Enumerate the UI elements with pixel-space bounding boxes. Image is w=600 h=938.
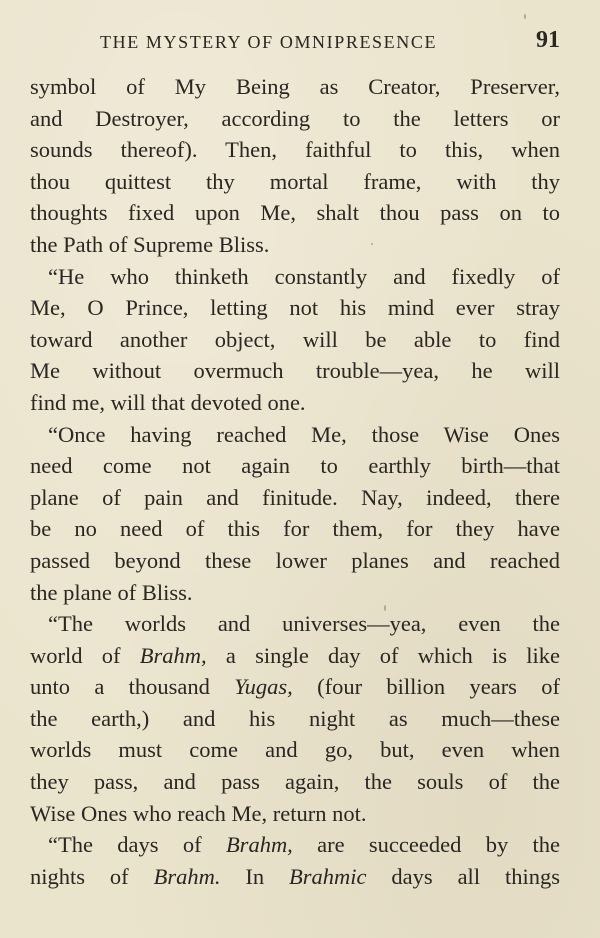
page-number: 91 — [536, 27, 560, 53]
text-line: the Path of Supreme Bliss. — [30, 231, 270, 257]
text-line: they pass, and pass again, the souls of the — [30, 769, 560, 795]
text-line: “The days of Brahm, are succeeded by the — [48, 832, 560, 858]
paper-speck — [524, 14, 526, 19]
text-line: Me without overmuch trouble—yea, he will — [30, 358, 560, 384]
text-line: thoughts fixed upon Me, shalt thou pass on to — [30, 200, 560, 226]
running-title: THE MYSTERY OF OMNIPRESENCE — [100, 32, 438, 52]
text-line: and Destroyer, according to the letters or — [30, 105, 560, 131]
text-line: find me, will that devoted one. — [30, 389, 306, 415]
text-line: thou quittest thy mortal frame, with thy — [30, 168, 560, 194]
text-line: world of Brahm, a single day of which is like — [30, 642, 560, 668]
text-line: the plane of Bliss. — [30, 579, 193, 605]
text-line: Me, O Prince, letting not his mind ever stray — [30, 295, 560, 321]
body-text — [30, 71, 560, 892]
text-line: toward another object, will be able to find — [30, 326, 560, 352]
text-line: be no need of this for them, for they have — [30, 516, 560, 542]
text-line: the earth,) and his night as much—these — [30, 705, 560, 731]
text-line: unto a thousand Yugas, (four billion years of — [30, 674, 560, 700]
text-line: plane of pain and finitude. Nay, indeed, there — [30, 484, 560, 510]
text-line: “The worlds and universes—yea, even the — [48, 611, 560, 637]
text-line: nights of Brahm. In Brahmic days all things — [30, 863, 560, 889]
text-line: “He who thinketh constantly and fixedly of — [48, 263, 560, 289]
paper-speck — [384, 605, 386, 611]
text-line: need come not again to earthly birth—that — [30, 453, 560, 479]
text-line: worlds must come and go, but, even when — [30, 737, 560, 763]
text-line: “Once having reached Me, those Wise Ones — [48, 421, 560, 447]
text-line: symbol of My Being as Creator, Preserver, — [30, 74, 560, 99]
running-head — [100, 27, 570, 56]
text-line: Wise Ones who reach Me, return not. — [30, 800, 367, 826]
text-line: sounds thereof). Then, faithful to this, when — [30, 137, 560, 163]
paper-speck — [371, 243, 373, 245]
text-line: passed beyond these lower planes and reached — [30, 547, 560, 573]
